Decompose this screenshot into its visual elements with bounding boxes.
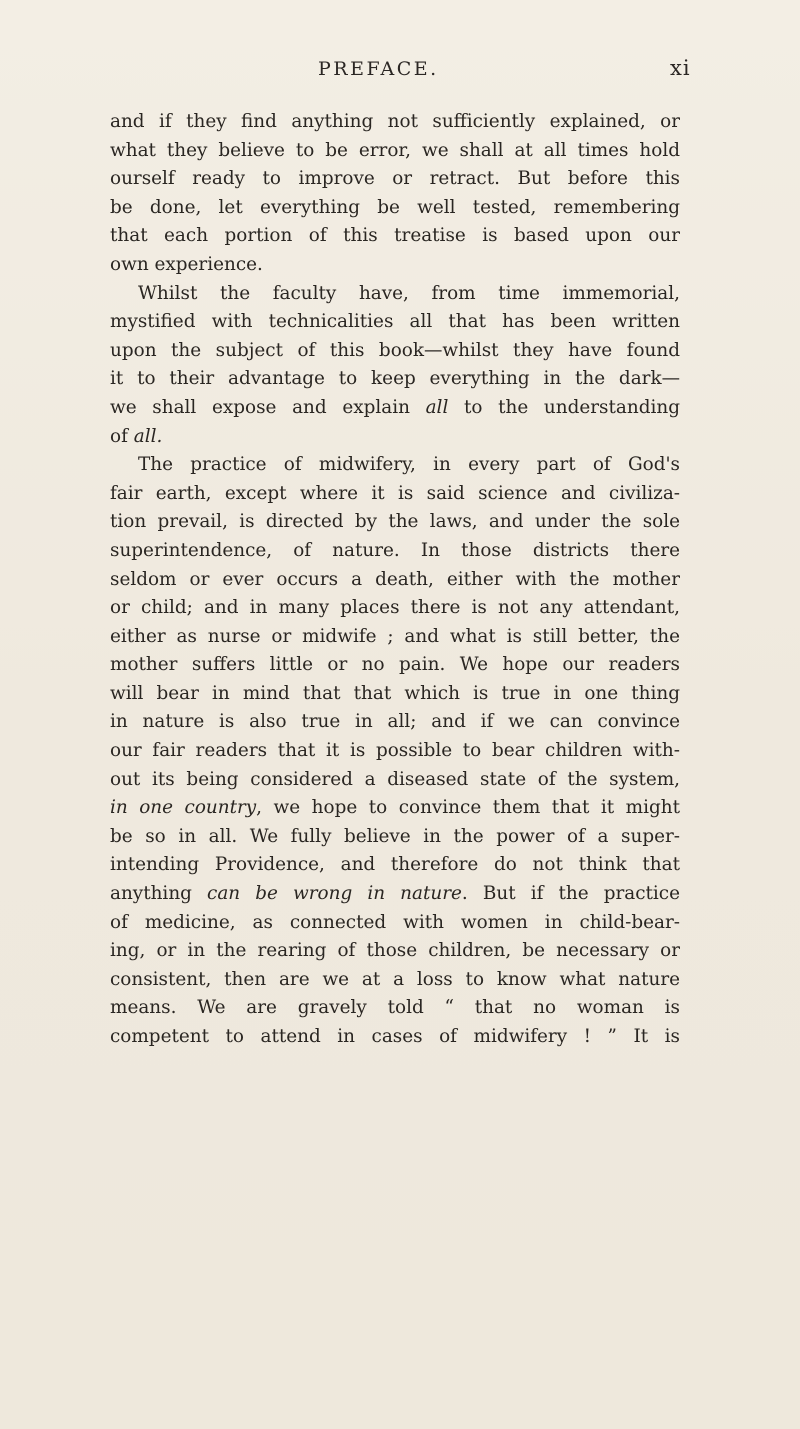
emphasis-text: all — [425, 396, 449, 418]
text-line: will bear in mind that that which is true in one thing — [110, 682, 680, 704]
text-segment: anything — [110, 883, 192, 905]
text-line: means. We are gravely told “ that no woman is — [110, 997, 680, 1019]
text-line: Whilst the faculty have, from time immemorial, — [138, 282, 680, 304]
text-line: in nature is also true in all; and if we can convince — [110, 711, 680, 733]
text-line: ing, or in the rearing of those children, be necessary or — [110, 940, 680, 962]
text-line: be done, let everything be well tested, remembering — [110, 196, 680, 218]
text-line: fair earth, except where it is said science and civiliza- — [110, 482, 680, 504]
text-segment: . But if the practice — [461, 883, 680, 905]
text-line: competent to attend in cases of midwifery ! ” It is — [110, 1026, 680, 1047]
page-number: xi — [670, 56, 691, 80]
text-segment: to the understanding — [464, 396, 680, 418]
text-line: our fair readers that it is possible to bear children with- — [110, 740, 680, 762]
text-line: either as nurse or midwife ; and what is still better, the — [110, 625, 680, 647]
text-line: superintendence, of nature. In those districts there — [110, 539, 680, 561]
text-line: mystified with technicalities all that has been written — [110, 311, 680, 333]
text-line: out its being considered a diseased state of the system, — [110, 768, 680, 790]
body-text — [110, 108, 680, 1052]
text-line: it to their advantage to keep everything in the dark— — [110, 368, 680, 390]
emphasis-text: all. — [133, 425, 163, 447]
text-line: tion prevail, is directed by the laws, and under the sole — [110, 511, 680, 533]
text-line: what they believe to be error, we shall at all times hold — [110, 139, 680, 161]
text-line-mixed — [110, 794, 680, 823]
text-line: seldom or ever occurs a death, either with the mother — [110, 568, 680, 590]
text-line-mixed — [110, 880, 680, 909]
text-line: consistent, then are we at a loss to know what nature — [110, 968, 680, 990]
text-line: and if they find anything not sufficiently explained, or — [110, 111, 680, 132]
text-line: of medicine, as connected with women in child-bear- — [110, 911, 680, 933]
text-segment: we shall expose and explain — [110, 396, 410, 418]
text-line: intending Providence, and therefore do not think that — [110, 854, 680, 876]
text-line: upon the subject of this book—whilst they have found — [110, 339, 680, 361]
emphasis-text: in one country — [110, 797, 257, 819]
text-line: be so in all. We fully believe in the power of a super- — [110, 825, 680, 847]
text-line-mixed — [110, 423, 680, 452]
text-line: that each portion of this treatise is based upon our — [110, 225, 680, 247]
text-line: mother suffers little or no pain. We hope our readers — [110, 654, 680, 676]
text-line: The practice of midwifery, in every part of God's — [138, 454, 680, 476]
running-head-title: PREFACE. — [318, 58, 439, 80]
text-line: own experience. — [110, 253, 263, 275]
emphasis-text: can be wrong in nature — [207, 883, 462, 905]
text-segment: , we hope to convince them that it might — [256, 797, 680, 819]
text-line-mixed — [110, 394, 680, 423]
text-line: ourself ready to improve or retract. But before this — [110, 168, 680, 190]
text-line: or child; and in many places there is not any attendant, — [110, 597, 680, 619]
text-segment: of — [110, 425, 128, 447]
running-head — [0, 58, 800, 88]
